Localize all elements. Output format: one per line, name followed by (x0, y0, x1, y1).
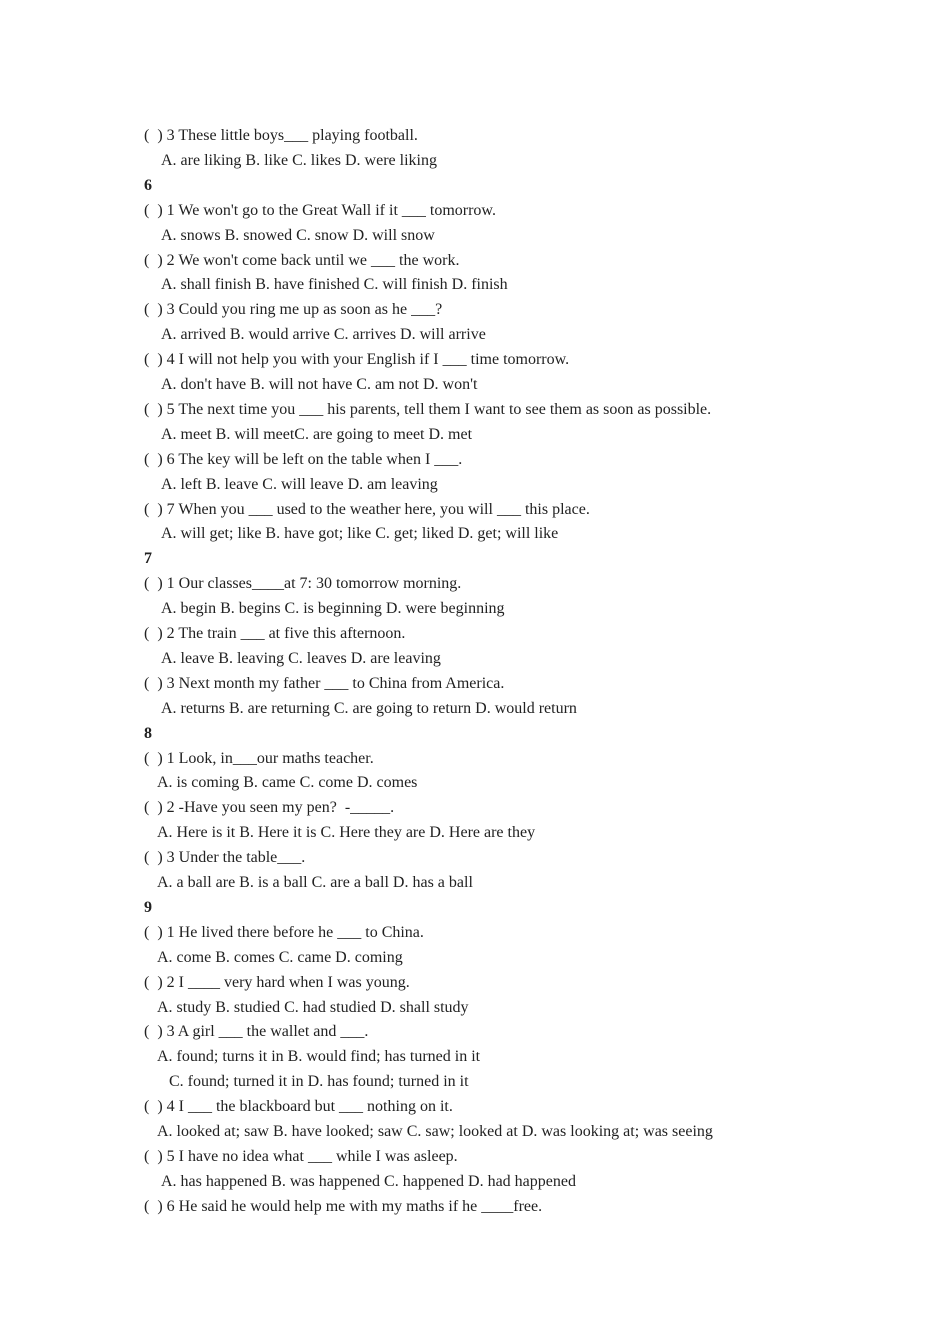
question-text: ( ) 3 Could you ring me up as soon as he ___? (144, 301, 443, 319)
question-text: ( ) 1 We won't go to the Great Wall if it ___ tomorrow. (144, 201, 496, 219)
section-number: 7 (144, 550, 152, 568)
answer-options: A. has happened B. was happened C. happened D. had happened (161, 1172, 576, 1190)
answer-options: A. arrived B. would arrive C. arrives D. will arrive (161, 326, 486, 344)
question-text: ( ) 6 The key will be left on the table when I ___. (144, 450, 463, 468)
question-text: ( ) 5 The next time you ___ his parents, tell them I want to see them as soon as possible. (144, 400, 712, 418)
question-text: ( ) 7 When you ___ used to the weather here, you will ___ this place. (144, 500, 590, 518)
answer-options: A. leave B. leaving C. leaves D. are leaving (161, 649, 441, 667)
question-text: ( ) 3 Under the table___. (144, 849, 306, 867)
question-text: ( ) 3 Next month my father ___ to China from America. (144, 674, 505, 692)
answer-options: A. shall finish B. have finished C. will finish D. finish (161, 276, 508, 294)
question-text: ( ) 1 Look, in___our maths teacher. (144, 749, 374, 767)
question-text: ( ) 2 -Have you seen my pen? -_____. (144, 799, 395, 817)
answer-options: A. returns B. are returning C. are going to return D. would return (161, 699, 577, 717)
answer-options: A. Here is it B. Here it is C. Here they are D. Here are they (157, 824, 536, 842)
question-text: ( ) 3 These little boys___ playing football. (144, 127, 418, 144)
answer-options: A. a ball are B. is a ball C. are a ball D. has a ball (157, 874, 473, 891)
section-number: 9 (144, 898, 152, 916)
question-text: ( ) 1 He lived there before he ___ to China. (144, 923, 424, 941)
answer-options: A. snows B. snowed C. snow D. will snow (161, 226, 435, 244)
answer-options: A. looked at; saw B. have looked; saw C. saw; looked at D. was looking at; was seeing (157, 1123, 713, 1140)
answer-options: A. study B. studied C. had studied D. shall study (157, 998, 469, 1016)
answer-options: A. come B. comes C. came D. coming (157, 948, 403, 966)
answer-options: A. don't have B. will not have C. am not D. won't (161, 376, 478, 393)
question-text: ( ) 2 The train ___ at five this afternoon. (144, 625, 406, 642)
answer-options: A. will get; like B. have got; like C. get; liked D. get; will like (161, 525, 559, 543)
answer-options: A. begin B. begins C. is beginning D. were beginning (161, 600, 505, 618)
answer-options: C. found; turned it in D. has found; turned in it (169, 1073, 469, 1091)
question-text: ( ) 1 Our classes____at 7: 30 tomorrow morning. (144, 575, 462, 593)
section-number: 6 (144, 176, 152, 194)
answer-options: A. are liking B. like C. likes D. were liking (161, 151, 437, 169)
section-number: 8 (144, 724, 152, 742)
question-text: ( ) 2 I ____ very hard when I was young. (144, 973, 410, 991)
question-text: ( ) 4 I ___ the blackboard but ___ nothing on it. (144, 1098, 453, 1116)
question-text: ( ) 4 I will not help you with your English if I ___ time tomorrow. (144, 351, 570, 369)
question-text: ( ) 5 I have no idea what ___ while I was asleep. (144, 1147, 458, 1165)
question-text: ( ) 2 We won't come back until we ___ the work. (144, 251, 460, 269)
answer-options: A. meet B. will meetC. are going to meet D. met (161, 425, 473, 443)
answer-options: A. is coming B. came C. come D. comes (157, 774, 418, 792)
answer-options: A. left B. leave C. will leave D. am leaving (161, 475, 438, 493)
answer-options: A. found; turns it in B. would find; has turned in it (157, 1048, 481, 1066)
question-text: ( ) 3 A girl ___ the wallet and ___. (144, 1023, 369, 1041)
question-text: ( ) 6 He said he would help me with my maths if he ____free. (144, 1197, 543, 1215)
